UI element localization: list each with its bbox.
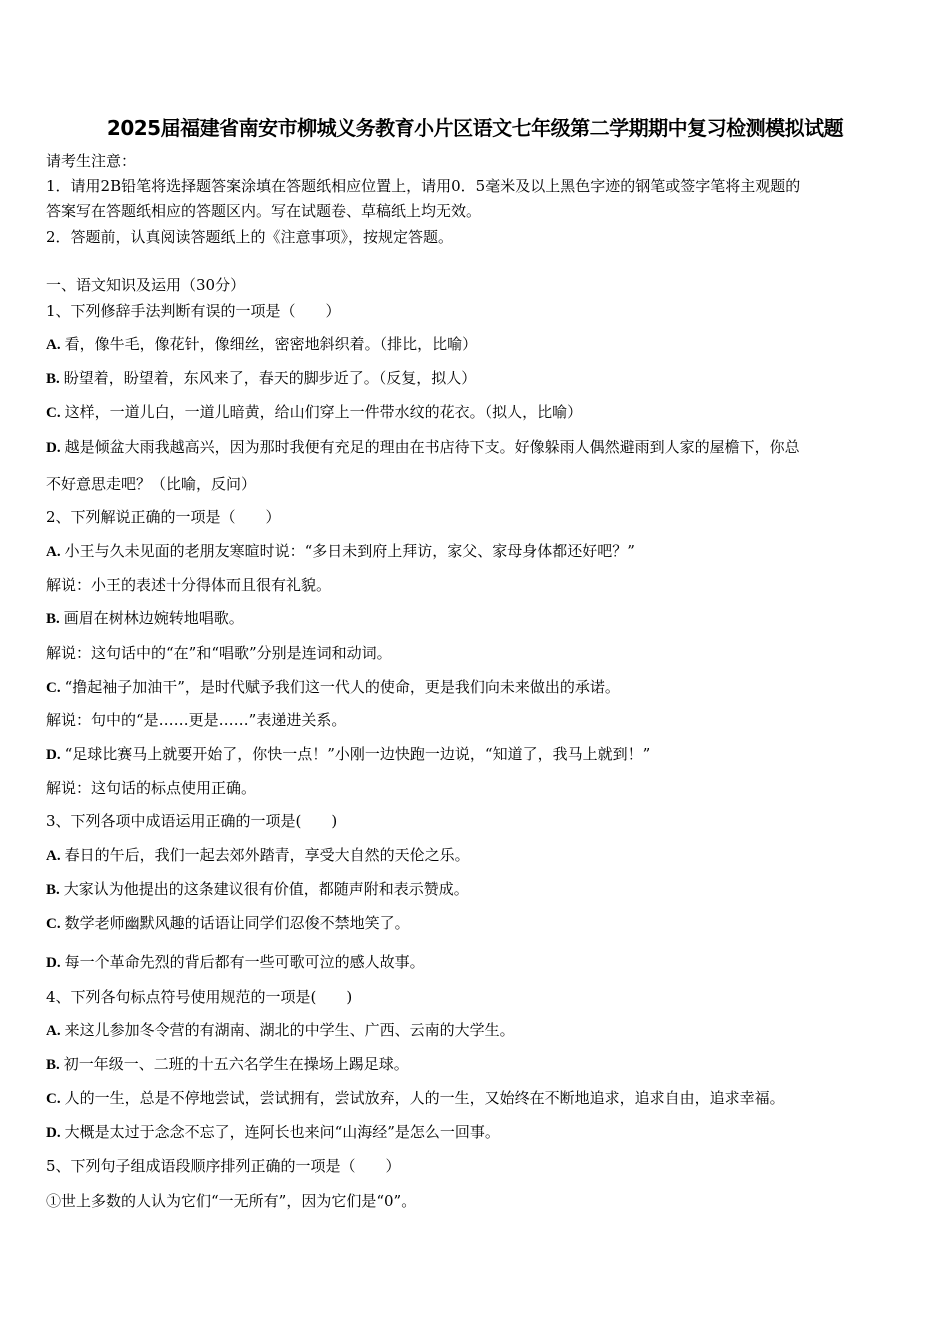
line-text: 这样，一道儿白，一道儿暗黄，给山们穿上一件带水纹的花衣。（拟人，比喻） bbox=[64, 403, 583, 421]
text-line bbox=[46, 744, 650, 765]
text-line bbox=[46, 201, 481, 221]
text-line bbox=[46, 334, 477, 355]
line-text: 解说：这句话中的“在”和“唱歌”分别是连词和动词。 bbox=[46, 644, 392, 662]
text-line bbox=[46, 474, 256, 494]
line-text: 2、下列解说正确的一项是（ ） bbox=[46, 508, 281, 526]
option-label: A. bbox=[46, 848, 61, 864]
option-label: C. bbox=[46, 916, 61, 932]
option-label: D. bbox=[46, 440, 61, 456]
text-line bbox=[46, 541, 635, 562]
line-text: 来这儿参加冬令营的有湖南、湖北的中学生、广西、云南的大学生。 bbox=[64, 1021, 515, 1039]
line-text: 小王与久未见面的老朋友寒暄时说：“多日未到府上拜访，家父、家母身体都还好吧？” bbox=[64, 542, 635, 560]
line-text: 盼望着，盼望着，东风来了，春天的脚步近了。（反复，拟人） bbox=[63, 369, 477, 387]
text-line bbox=[46, 176, 800, 196]
text-line bbox=[46, 1191, 416, 1211]
option-label: C. bbox=[46, 405, 61, 421]
line-text: 解说：句中的“是……更是……”表递进关系。 bbox=[46, 711, 347, 729]
line-text: 大家认为他提出的这条建议很有价值，都随声附和表示赞成。 bbox=[63, 880, 469, 898]
line-text: 1、下列修辞手法判断有误的一项是（ ） bbox=[46, 302, 341, 320]
line-text: 一、语文知识及运用（30分） bbox=[46, 276, 246, 294]
option-label: B. bbox=[46, 882, 60, 898]
text-line bbox=[46, 1054, 409, 1075]
line-text: 画眉在树林边婉转地唱歌。 bbox=[63, 609, 244, 627]
line-text: 看，像牛毛，像花针，像细丝，密密地斜织着。（排比，比喻） bbox=[64, 335, 478, 353]
line-text: 4、下列各句标点符号使用规范的一项是( ) bbox=[46, 988, 353, 1006]
text-line bbox=[46, 710, 346, 730]
line-text: 初一年级一、二班的十五六名学生在操场上踢足球。 bbox=[63, 1055, 409, 1073]
line-text: 人的一生，总是不停地尝试，尝试拥有，尝试放弃，人的一生，又始终在不断地追求，追求自由，追求幸福。 bbox=[64, 1089, 785, 1107]
option-label: B. bbox=[46, 611, 60, 627]
line-text: 数学老师幽默风趣的话语让同学们忍俊不禁地笑了。 bbox=[64, 914, 410, 932]
option-label: B. bbox=[46, 1057, 60, 1073]
line-text: 请考生注意： bbox=[46, 152, 137, 170]
option-label: D. bbox=[46, 955, 61, 971]
text-line bbox=[46, 575, 331, 595]
line-text: 3、下列各项中成语运用正确的一项是( ) bbox=[46, 812, 338, 830]
line-text: “撸起袖子加油干”，是时代赋予我们这一代人的使命，更是我们向未来做出的承诺。 bbox=[64, 678, 620, 696]
text-line bbox=[46, 275, 245, 295]
line-text: 不好意思走吧？（比喻，反问） bbox=[46, 475, 257, 493]
text-line bbox=[46, 1122, 500, 1143]
option-label: C. bbox=[46, 680, 61, 696]
text-line bbox=[46, 227, 453, 247]
option-label: A. bbox=[46, 337, 61, 353]
text-line bbox=[46, 608, 244, 629]
line-text: 越是倾盆大雨我越高兴，因为那时我便有充足的理由在书店待下支。好像躲雨人偶然避雨到人家的屋檐下，你总 bbox=[64, 438, 800, 456]
text-line bbox=[46, 987, 352, 1007]
text-line bbox=[46, 402, 582, 423]
text-line bbox=[46, 151, 136, 171]
text-line bbox=[46, 301, 341, 321]
option-label: B. bbox=[46, 371, 60, 387]
option-label: D. bbox=[46, 747, 61, 763]
line-text: ①世上多数的人认为它们“一无所有”，因为它们是“0”。 bbox=[46, 1192, 417, 1210]
text-line bbox=[46, 677, 620, 698]
line-text: 春日的午后，我们一起去郊外踏青，享受大自然的天伦之乐。 bbox=[64, 846, 470, 864]
line-text: 1．请用2B铅笔将选择题答案涂填在答题纸相应位置上，请用0．5毫米及以上黑色字迹的钢笔或签字笔将主观题的 bbox=[46, 177, 801, 195]
text-line bbox=[46, 879, 469, 900]
text-line bbox=[46, 845, 470, 866]
option-label: C. bbox=[46, 1091, 61, 1107]
line-text: 大概是太过于念念不忘了，连阿长也来问“山海经”是怎么一回事。 bbox=[64, 1123, 500, 1141]
option-label: A. bbox=[46, 1023, 61, 1039]
option-label: A. bbox=[46, 544, 61, 560]
text-line bbox=[46, 368, 476, 389]
text-line bbox=[46, 507, 281, 527]
text-line bbox=[46, 952, 425, 973]
text-line bbox=[46, 913, 410, 934]
line-text: 每一个革命先烈的背后都有一些可歌可泣的感人故事。 bbox=[64, 953, 425, 971]
text-line bbox=[46, 1088, 785, 1109]
line-text: 解说：这句话的标点使用正确。 bbox=[46, 779, 257, 797]
text-line bbox=[46, 1156, 401, 1176]
text-line bbox=[46, 778, 256, 798]
line-text: 解说：小王的表述十分得体而且很有礼貌。 bbox=[46, 576, 332, 594]
text-line bbox=[46, 1020, 515, 1041]
text-line bbox=[46, 437, 800, 458]
line-text: 2．答题前，认真阅读答题纸上的《注意事项》，按规定答题。 bbox=[46, 228, 454, 246]
line-text: 5、下列句子组成语段顺序排列正确的一项是（ ） bbox=[46, 1157, 401, 1175]
line-text: 答案写在答题纸相应的答题区内。写在试题卷、草稿纸上均无效。 bbox=[46, 202, 482, 220]
text-line bbox=[46, 811, 337, 831]
document-title: 2025届福建省南安市柳城义务教育小片区语文七年级第二学期期中复习检测模拟试题 bbox=[106, 116, 844, 140]
text-line bbox=[46, 643, 392, 663]
option-label: D. bbox=[46, 1125, 61, 1141]
line-text: “足球比赛马上就要开始了，你快一点！”小刚一边快跑一边说，“知道了，我马上就到！” bbox=[64, 745, 651, 763]
